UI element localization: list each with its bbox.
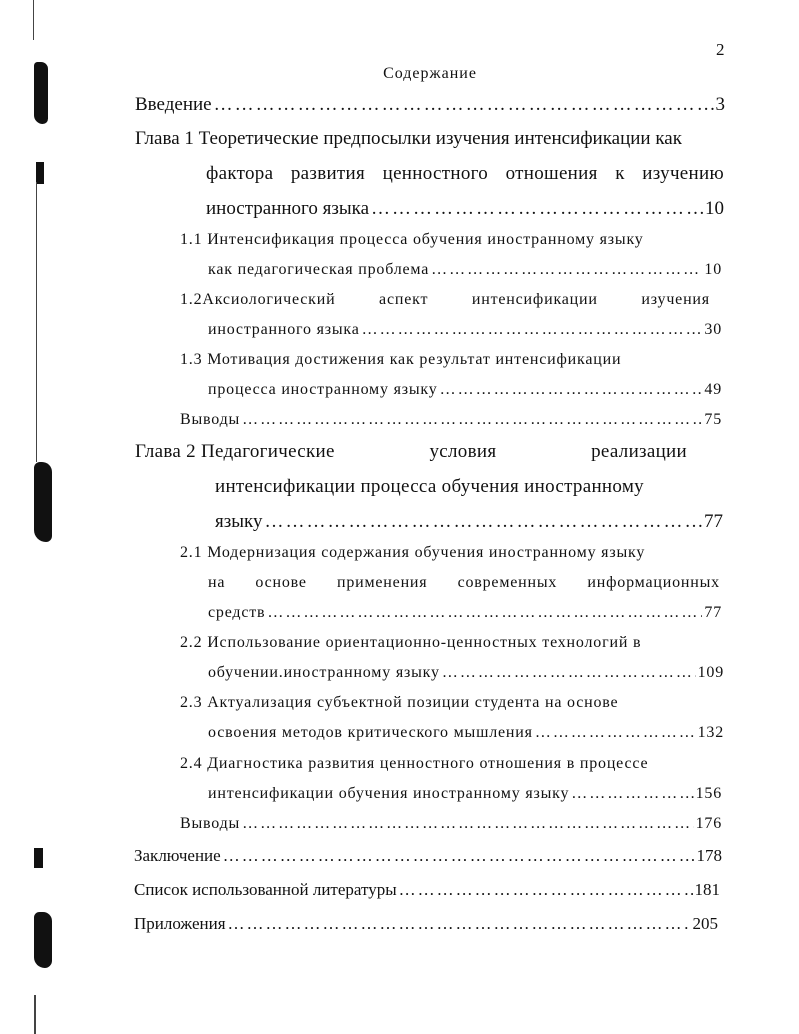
word: информационных	[587, 574, 720, 591]
toc-page-number: 205	[692, 914, 718, 933]
toc-entry-title: иностранного языка	[206, 198, 370, 219]
toc-entry-appendices	[134, 914, 718, 934]
chapter-1-title-line3	[206, 198, 724, 220]
scan-blot	[36, 162, 44, 184]
leader-dots	[242, 411, 702, 429]
leader-dots	[267, 604, 702, 622]
toc-title: Содержание	[383, 65, 477, 82]
section-2-1-line2	[208, 574, 720, 592]
toc-entry-title: обучении.иностранному языку	[208, 664, 440, 681]
word: реализации	[591, 441, 687, 462]
toc-page-number: 30	[704, 321, 722, 338]
toc-entry-title: процесса иностранному языку	[208, 381, 438, 398]
word: 1.2Аксиологический	[180, 291, 336, 308]
leader-dots	[223, 846, 695, 866]
toc-page-number: 181	[694, 880, 720, 899]
leader-dots	[264, 511, 702, 533]
toc-entry-bibliography	[134, 880, 720, 900]
leader-dots	[399, 880, 693, 900]
scan-edge-line	[34, 995, 36, 1034]
section-2-2-line1: 2.2 Использование ориентационно-ценностных технологий в	[180, 634, 642, 651]
toc-page-number: 156	[695, 785, 722, 802]
leader-dots	[535, 724, 696, 742]
section-2-1-line1: 2.1 Модернизация содержания обучения иностранному языку	[180, 544, 646, 561]
word: современных	[457, 574, 558, 591]
toc-entry-intro	[135, 94, 725, 116]
section-2-3-line1: 2.3 Актуализация субъектной позиции студента на основе	[180, 694, 619, 711]
section-2-1-line3	[208, 604, 722, 622]
chapter-2-title-line3	[215, 511, 723, 533]
section-2-4-line1: 2.4 Диагностика развития ценностного отношения в процессе	[180, 755, 649, 772]
word: развития	[290, 163, 366, 184]
toc-page-number: 49	[704, 381, 722, 398]
scan-edge-line	[36, 182, 37, 462]
scan-blot	[34, 912, 52, 968]
leader-dots	[228, 914, 691, 934]
chapter-2-title-line1	[135, 441, 687, 463]
toc-entry-title: Введение	[135, 94, 212, 115]
toc-entry-title: Приложения	[134, 914, 226, 933]
scan-edge-line	[33, 0, 34, 40]
toc-page-number: 109	[697, 664, 724, 681]
toc-entry-title: Выводы	[180, 815, 241, 832]
word: на	[208, 574, 226, 591]
toc-entry-title: освоения методов критического мышления	[208, 724, 533, 741]
toc-page-number: 77	[704, 511, 723, 532]
word: к	[615, 163, 625, 184]
section-1-1-line1: 1.1 Интенсификация процесса обучения иностранному языку	[180, 231, 644, 248]
toc-entry-title: средств	[208, 604, 266, 621]
toc-page-number: 132	[697, 724, 724, 741]
toc-page-number: 3	[715, 94, 725, 115]
word: интенсификации	[471, 291, 598, 308]
toc-entry-title: как педагогическая проблема	[208, 261, 430, 278]
toc-page-number: 75	[704, 411, 722, 428]
scan-blot	[34, 462, 52, 542]
section-1-1-line2	[208, 261, 722, 279]
leader-dots	[571, 785, 693, 803]
chapter-2-conclusions	[180, 815, 722, 833]
leader-dots	[242, 815, 693, 833]
chapter-1-title-line2	[206, 163, 724, 185]
toc-entry-title: Выводы	[180, 411, 241, 428]
word: изучению	[642, 163, 724, 184]
scan-blot	[34, 848, 43, 868]
section-1-3-line1: 1.3 Мотивация достижения как результат интенсификации	[180, 351, 622, 368]
toc-page-number: 10	[705, 198, 724, 219]
leader-dots	[214, 94, 714, 116]
toc-entry-title: языку	[215, 511, 263, 532]
chapter-1-title-line1: Глава 1 Теоретические предпосылки изучения интенсификации как	[135, 128, 682, 149]
word: аспект	[379, 291, 429, 308]
leader-dots	[431, 261, 702, 279]
word: изучения	[641, 291, 710, 308]
toc-page-number: 176	[695, 815, 722, 832]
word: фактора	[206, 163, 274, 184]
section-1-2-line1	[180, 291, 710, 309]
toc-page-number: 10	[704, 261, 722, 278]
toc-entry-title: иностранного языка	[208, 321, 360, 338]
leader-dots	[362, 321, 703, 339]
leader-dots	[371, 198, 703, 220]
toc-page-number: 178	[696, 846, 722, 865]
toc-entry-conclusion	[134, 846, 722, 866]
chapter-2-title-line2: интенсификации процесса обучения иностранному	[215, 476, 644, 497]
toc-entry-title: Список использованной литературы	[134, 880, 397, 899]
leader-dots	[442, 664, 696, 682]
toc-entry-title: Заключение	[134, 846, 221, 865]
page-number: 2	[716, 40, 725, 59]
section-1-3-line2	[208, 381, 722, 399]
leader-dots	[440, 381, 703, 399]
word: условия	[429, 441, 497, 462]
word: основе	[255, 574, 307, 591]
chapter-1-conclusions	[180, 411, 722, 429]
word: Глава 2 Педагогические	[135, 441, 335, 462]
section-2-3-line2	[208, 724, 724, 742]
word: применения	[336, 574, 428, 591]
toc-entry-title: интенсификации обучения иностранному языку	[208, 785, 570, 802]
word: ценностного	[382, 163, 489, 184]
section-1-2-line2	[208, 321, 722, 339]
word: отношения	[505, 163, 598, 184]
section-2-2-line2	[208, 664, 724, 682]
toc-page-number: 77	[704, 604, 722, 621]
section-2-4-line2	[208, 785, 722, 803]
